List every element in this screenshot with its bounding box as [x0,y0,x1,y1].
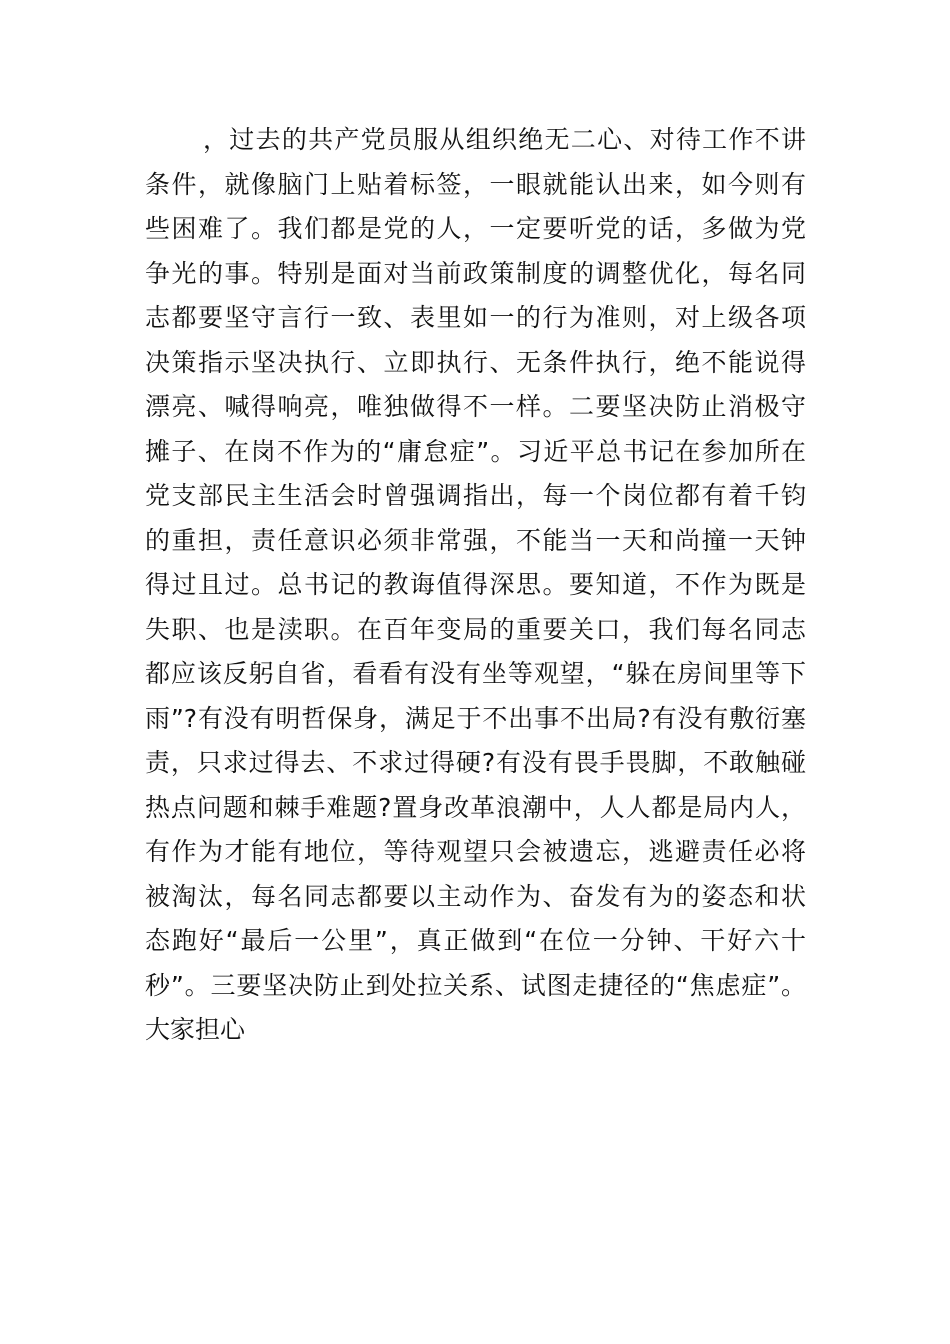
text-line: 热点问题和棘手难题?置身改革浪潮中，人人都是局内人， [145,792,806,822]
text-line: 漂亮、喊得响亮，唯独做得不一样。二要坚决防止消极守 [145,392,806,421]
text-line: 摊子、在岗不作为的“庸怠症”。习近平总书记在参加所在 [145,436,806,466]
text-line: 有作为才能有地位，等待观望只会被遗忘，逃避责任必将 [145,837,806,866]
text-line: 志都要坚守言行一致、表里如一的行为准则，对上级各项 [145,303,806,332]
text-line: 被淘汰，每名同志都要以主动作为、奋发有为的姿态和状 [145,881,806,911]
document-body [145,118,806,1053]
text-line: 些困难了。我们都是党的人，一定要听党的话，多做为党 [145,214,806,243]
text-line: 争光的事。特别是面对当前政策制度的调整优化，每名同 [145,258,806,288]
text-line: 得过且过。总书记的教诲值得深思。要知道，不作为既是 [145,570,806,599]
text-line: 决策指示坚决执行、立即执行、无条件执行，绝不能说得 [145,347,806,377]
text-line: 秒”。三要坚决防止到处拉关系、试图走捷径的“焦虑症”。 [145,970,806,1000]
text-line: 大家担心 [145,1015,246,1044]
text-line: 党支部民主生活会时曾强调指出，每一个岗位都有着千钧 [145,481,806,510]
text-line: 条件，就像脑门上贴着标签，一眼就能认出来，如今则有 [145,169,806,199]
text-line: 都应该反躬自省，看看有没有坐等观望，“躲在房间里等下 [145,659,806,688]
text-line: 雨”?有没有明哲保身，满足于不出事不出局?有没有敷衍塞 [145,703,806,733]
text-line: 态跑好“最后一公里”，真正做到“在位一分钟、干好六十 [145,926,806,955]
text-line: ，过去的共产党员服从组织绝无二心、对待工作不讲 [203,125,806,154]
text-line: 的重担，责任意识必须非常强，不能当一天和尚撞一天钟 [145,525,806,555]
text-line: 责，只求过得去、不求过得硬?有没有畏手畏脚，不敢触碰 [145,748,806,777]
text-line: 失职、也是渎职。在百年变局的重要关口，我们每名同志 [145,614,806,644]
